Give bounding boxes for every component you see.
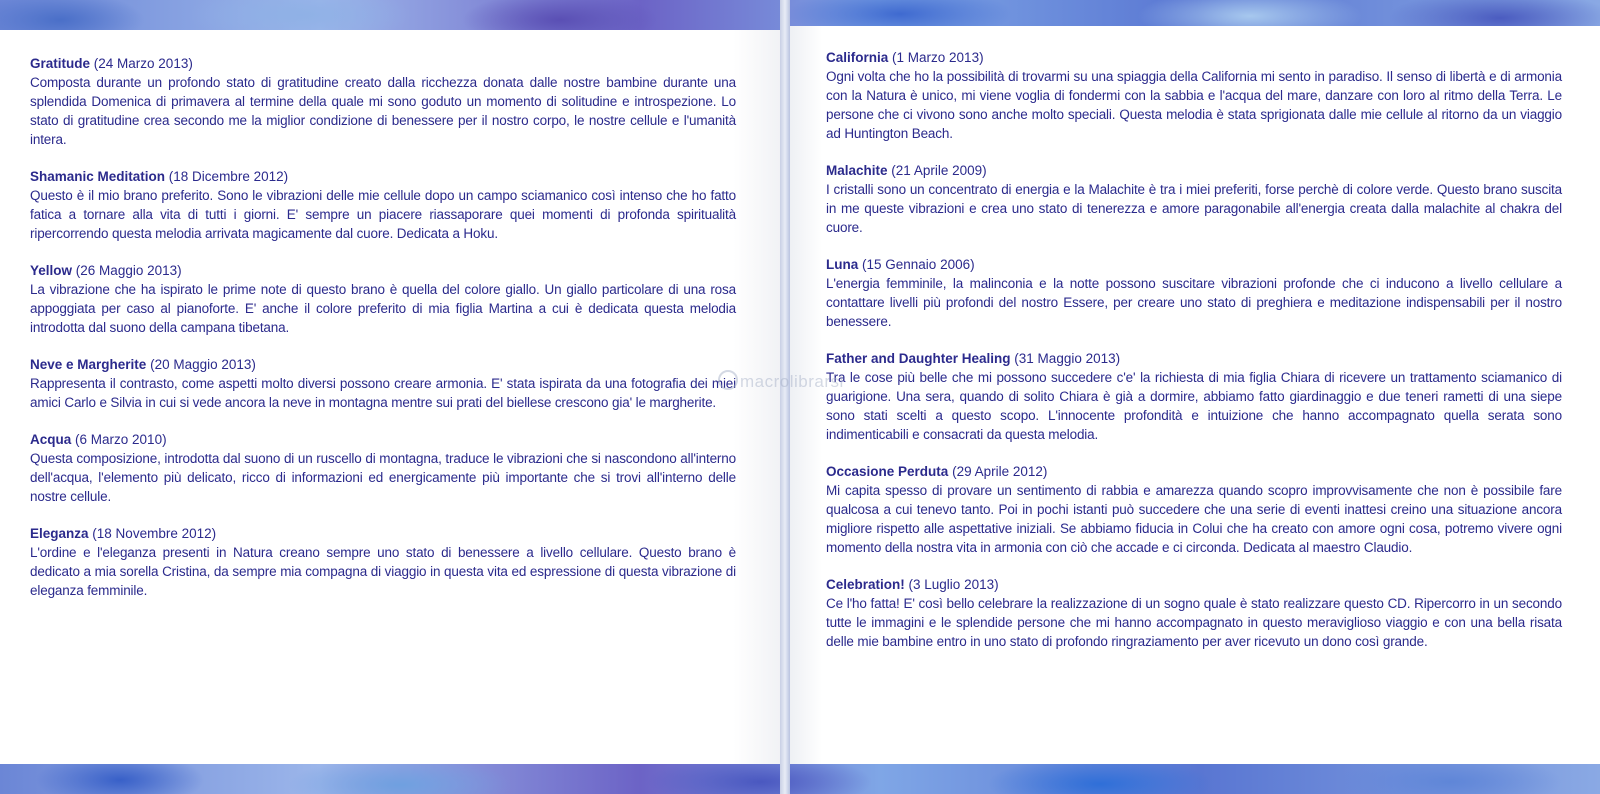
entry-text: L'ordine e l'eleganza presenti in Natura creano sempre uno stato di benessere a livello cellulare. Questo brano è dedicato a mia sorella Cristina, da sempre mia compagna di viaggio in questa vita ed espressione di questa vibrazione di eleganza femminile. <box>30 545 736 598</box>
entry-date: (31 Maggio 2013) <box>1014 351 1121 366</box>
entry-date: (21 Aprile 2009) <box>891 163 987 178</box>
entry-heading <box>30 355 736 374</box>
entry-heading <box>30 430 736 449</box>
entry-date: (18 Novembre 2012) <box>92 526 217 541</box>
entry-title: Father and Daughter Healing <box>826 351 1011 366</box>
entry-heading <box>30 261 736 280</box>
entry-title: Shamanic Meditation <box>30 169 166 184</box>
watermark-text: macrolibrarsi <box>740 372 844 391</box>
entry-date: (6 Marzo 2010) <box>75 432 167 447</box>
entry-title: Celebration! <box>826 577 905 592</box>
entry-california <box>826 48 1562 143</box>
entry-date: (18 Dicembre 2012) <box>168 169 289 184</box>
entry-occasione-perduta <box>826 462 1562 557</box>
left-page <box>0 30 780 764</box>
entry-title: Acqua <box>30 432 72 447</box>
entry-heading <box>826 48 1562 67</box>
entry-title: Malachite <box>826 163 888 178</box>
entry-heading <box>826 255 1562 274</box>
entry-title: Eleganza <box>30 526 89 541</box>
entry-heading <box>30 167 736 186</box>
entry-date: (26 Maggio 2013) <box>75 263 182 278</box>
entry-yellow <box>30 261 736 337</box>
entry-heading <box>30 54 736 73</box>
entry-text: Mi capita spesso di provare un sentimento di rabbia e amarezza quando scopro improvvisamente che non è possibile fare qualcosa a cui tenevo tanto. Poi in pochi istanti può succedere che una serie di eventi inattesi creino una situazione ancora migliore rispetto alle aspettative iniziali. Se abbiamo fiducia in Colui che ha creato con amore ogni cosa, potremo vivere ogni momento della nostra vita in armonia con ciò che accade e ci circonda. Dedicata al maestro Claudio. <box>826 483 1562 555</box>
entry-title: Yellow <box>30 263 73 278</box>
entry-text: Questo è il mio brano preferito. Sono le vibrazioni delle mie cellule dopo un campo sciamanico così intenso che ho fatto fatica a tornare alla vita di tutti i giorni. E' sempre un piacere riassaporare quei momenti di profonda spiritualità ripercorrendo questa melodia arrivata magicamente dal cuore. Dedicata a Hoku. <box>30 188 736 241</box>
entry-title: Luna <box>826 257 859 272</box>
entry-heading <box>826 575 1562 594</box>
entry-neve-e-margherite <box>30 355 736 412</box>
entry-eleganza <box>30 524 736 600</box>
entry-shamanic-meditation <box>30 167 736 243</box>
entry-heading <box>826 462 1562 481</box>
entry-text: Tra le cose più belle che mi possono succedere c'e' la richiesta di mia figlia Chiara di ricevere un trattamento sciamanico di guarigione. Una sera, quando di solito Chiara è già a dormire, abbiamo fatto giardinaggio e due teneri rametti di una siepe sono stati scelti a questo scopo. L'innocente profondità e intuizione che hanno accompagnato quella serata sono indimenticabili e consacrati da questa melodia. <box>826 370 1562 442</box>
booklet-spine <box>780 0 790 794</box>
entry-heading <box>30 524 736 543</box>
entry-text: Ogni volta che ho la possibilità di trovarmi su una spiaggia della California mi sento in paradiso. Il senso di libertà e di armonia con la Natura è unico, mi viene voglia di fondermi con la sabbia e l'acqua del mare, danzare con loro al ritmo della Terra. Le persone che ci vivono sono anche molto speciali. Questa melodia è stata sprigionata dalle mie cellule al ritorno da un viaggio ad Huntington Beach. <box>826 69 1562 141</box>
entry-text: Questa composizione, introdotta dal suono di un ruscello di montagna, traduce le vibrazioni che si nascondono all'interno dell'acqua, l'elemento più delicato, ricco di informazioni ed energicamente più importante che si trovi all'interno delle nostre cellule. <box>30 451 736 504</box>
entry-date: (15 Gennaio 2006) <box>862 257 975 272</box>
entry-text: Rappresenta il contrasto, come aspetti molto diversi possono creare armonia. E' stata ispirata da una fotografia dei miei amici Carlo e Silvia in cui si vede ancora la neve in montagna mentre sui prati del biellese crescono gia' le margherite. <box>30 376 736 410</box>
entry-date: (3 Luglio 2013) <box>908 577 999 592</box>
entry-luna <box>826 255 1562 331</box>
entry-title: Occasione Perduta <box>826 464 949 479</box>
entry-title: Neve e Margherite <box>30 357 147 372</box>
entry-text: L'energia femminile, la malinconia e la notte possono suscitare vibrazioni profonde che ci inducono a livello cellulare a contattare livelli più profondi del nostro Essere, per creare uno stato di preghiera e meditazione indispensabili per il nostro benessere. <box>826 276 1562 329</box>
entry-date: (24 Marzo 2013) <box>93 56 193 71</box>
entry-text: La vibrazione che ha ispirato le prime note di questo brano è quella del colore giallo. Un giallo particolare di una rosa appoggiata per caso al pianoforte. E' anche il colore preferito di mia figlia Martina a cui è dedicata questa melodia introdotta dal suono della campana tibetana. <box>30 282 736 335</box>
entry-heading <box>826 349 1562 368</box>
entry-date: (1 Marzo 2013) <box>892 50 984 65</box>
entry-gratitude <box>30 54 736 149</box>
entry-text: I cristalli sono un concentrato di energia e la Malachite è tra i miei preferiti, forse perchè di colore verde. Questo brano suscita in me queste vibrazioni e crea uno stato di tenerezza e amore paragonabile all'energia creata dalla malachite al chakra del cuore. <box>826 182 1562 235</box>
entry-text: Composta durante un profondo stato di gratitudine creato dalla ricchezza donata dalle nostre bambine durante una splendida Domenica di primavera al termine della quale mi sono goduto un momento di solitudine e introspezione. Lo stato di gratitudine crea secondo me la miglior condizione di benessere per il nostro corpo, le nostre cellule e l'umanità intera. <box>30 75 736 147</box>
entry-date: (20 Maggio 2013) <box>150 357 256 372</box>
right-page <box>790 26 1600 764</box>
entry-text: Ce l'ho fatta! E' così bello celebrare la realizzazione di un sogno quale è stato realizzare questo CD. Ripercorro in un secondo tutte le immagini e le splendide persone che mi hanno accompagnato in questo meraviglioso viaggio e con una bella risata delle mie bambine entro in uno stato di profondo ringraziamento per aver ricevuto un dono così grande. <box>826 596 1562 649</box>
entry-title: California <box>826 50 889 65</box>
entry-malachite <box>826 161 1562 237</box>
entry-date: (29 Aprile 2012) <box>952 464 1048 479</box>
entry-title: Gratitude <box>30 56 91 71</box>
entry-celebration <box>826 575 1562 651</box>
entry-heading <box>826 161 1562 180</box>
entry-acqua <box>30 430 736 506</box>
entry-father-and-daughter-healing <box>826 349 1562 444</box>
